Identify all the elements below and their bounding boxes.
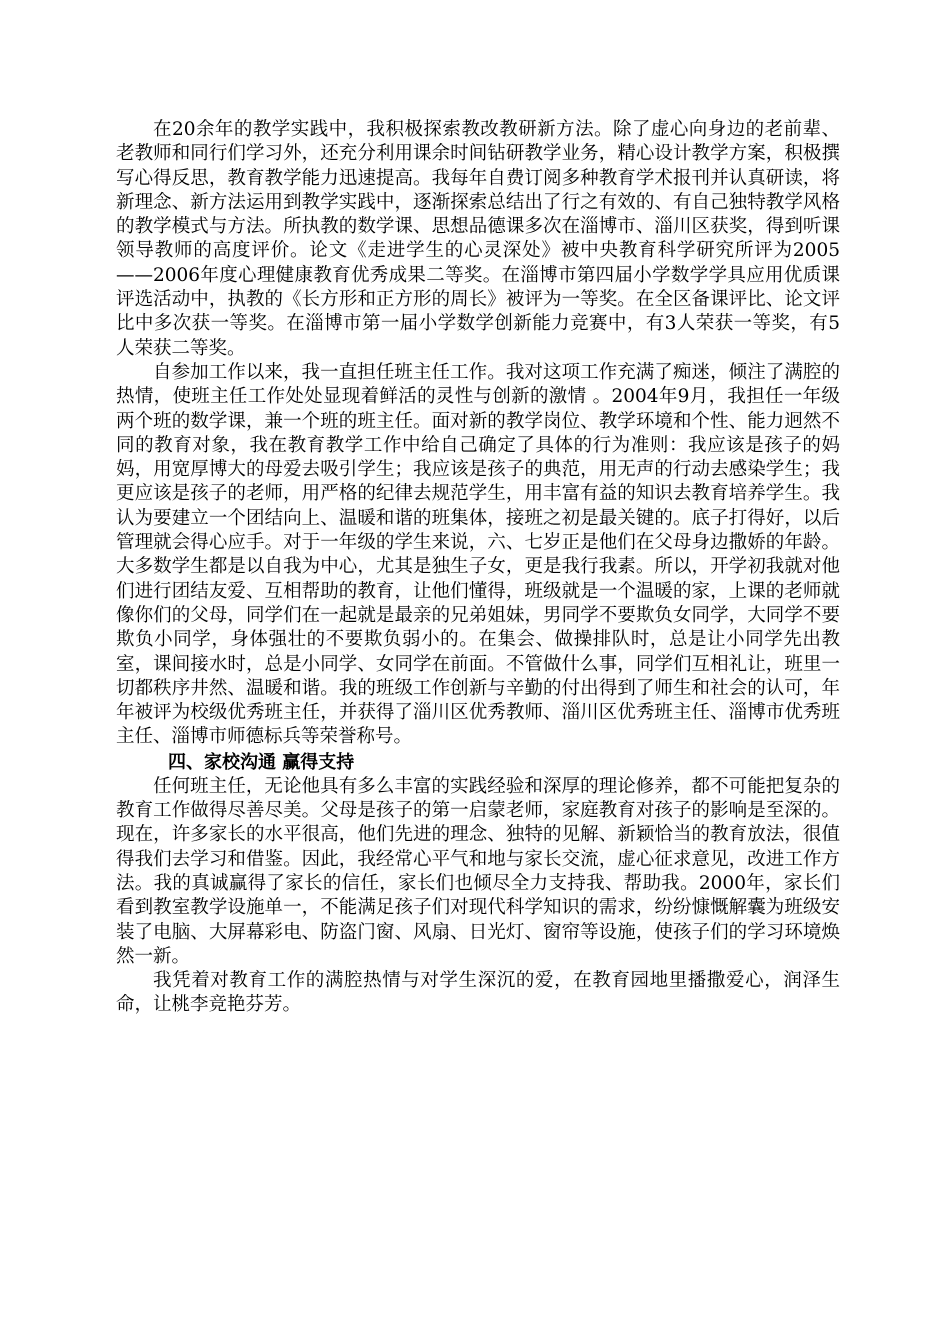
paragraph-class-teacher-work: 自参加工作以来，我一直担任班主任工作。我对这项工作充满了痴迷，倾注了满腔的热情，使班主任工作处处显现着鲜活的灵性与创新的激情 。2004年9月，我担任一年级两个班的数学课，兼一个班的班主任。面对新的教学岗位、教学环境和个性、能力迥然不同的教育对象，我在教育教学工作中给自己确定了具体的行为准则：我应该是孩子的妈妈，用宽厚博大的母爱去吸引学生；我应该是孩子的典范，用无声的行动去感染学生；我更应该是孩子的老师，用严格的纪律去规范学生，用丰富有益的知识去教育培养学生。我认为要建立一个团结向上、温暖和谐的班集体，接班之初是最关键的。底子打得好，以后管理就会得心应手。对于一年级的学生来说，六、七岁正是他们在父母身边撒娇的年龄。大多数学生都是以自我为中心，尤其是独生子女，更是我行我素。所以，开学初我就对他们进行团结友爱、互相帮助的教育，让他们懂得，班级就是一个温暖的家，上课的老师就像你们的父母，同学们在一起就是最亲的兄弟姐妹，男同学不要欺负女同学，大同学不要欺负小同学，身体强壮的不要欺负弱小的。在集会、做操排队时，总是让小同学先出教室，课间接水时，总是小同学、女同学在前面。不管做什么事，同学们互相礼让，班里一切都秩序井然、温暖和谐。我的班级工作创新与辛勤的付出得到了师生和社会的认可，年年被评为校级优秀班主任，并获得了淄川区优秀教师、淄川区优秀班主任、淄博市优秀班主任、淄博市师德标兵等荣誉称号。 <box>116 361 840 748</box>
document-body <box>116 118 840 1018</box>
section-heading-home-school: 四、家校沟通 赢得支持 <box>168 751 355 773</box>
paragraph-closing: 我凭着对教育工作的满腔热情与对学生深沉的爱，在教育园地里播撒爱心，润泽生命，让桃李竞艳芬芳。 <box>116 970 840 1016</box>
paragraph-teaching-research: 在20余年的教学实践中，我积极探索教改教研新方法。除了虚心向身边的老前辈、老教师和同行们学习外，还充分利用课余时间钻研教学业务，精心设计教学方案，积极撰写心得反思，教育教学能力迅速提高。我每年自费订阅多种教育学术报刊并认真研读，将新理念、新方法运用到教学实践中，逐渐探索总结出了行之有效的、有自己独特教学风格的教学模式与方法。所执教的数学课、思想品德课多次在淄博市、淄川区获奖，得到听课领导教师的高度评价。论文《走进学生的心灵深处》被中央教育科学研究所评为2005——2006年度心理健康教育优秀成果二等奖。在淄博市第四届小学数学学具应用优质课评选活动中，执教的《长方形和正方形的周长》被评为一等奖。在全区备课评比、论文评比中多次获一等奖。在淄博市第一届小学数学创新能力竞赛中，有3人荣获一等奖，有5人荣获二等奖。 <box>116 119 840 359</box>
paragraph-parent-communication: 任何班主任，无论他具有多么丰富的实践经验和深厚的理论修养，都不可能把复杂的教育工作做得尽善尽美。父母是孩子的第一启蒙老师，家庭教育对孩子的影响是至深的。现在，许多家长的水平很高，他们先进的理念、独特的见解、新颖恰当的教育放法，很值得我们去学习和借鉴。因此，我经常心平气和地与家长交流，虚心征求意见，改进工作方法。我的真诚赢得了家长的信任，家长们也倾尽全力支持我、帮助我。2000年，家长们看到教室教学设施单一，不能满足孩子们对现代科学知识的需求，纷纷慷慨解囊为班级安装了电脑、大屏幕彩电、防盗门窗、风扇、日光灯、窗帘等设施，使孩子们的学习环境焕然一新。 <box>116 775 840 967</box>
